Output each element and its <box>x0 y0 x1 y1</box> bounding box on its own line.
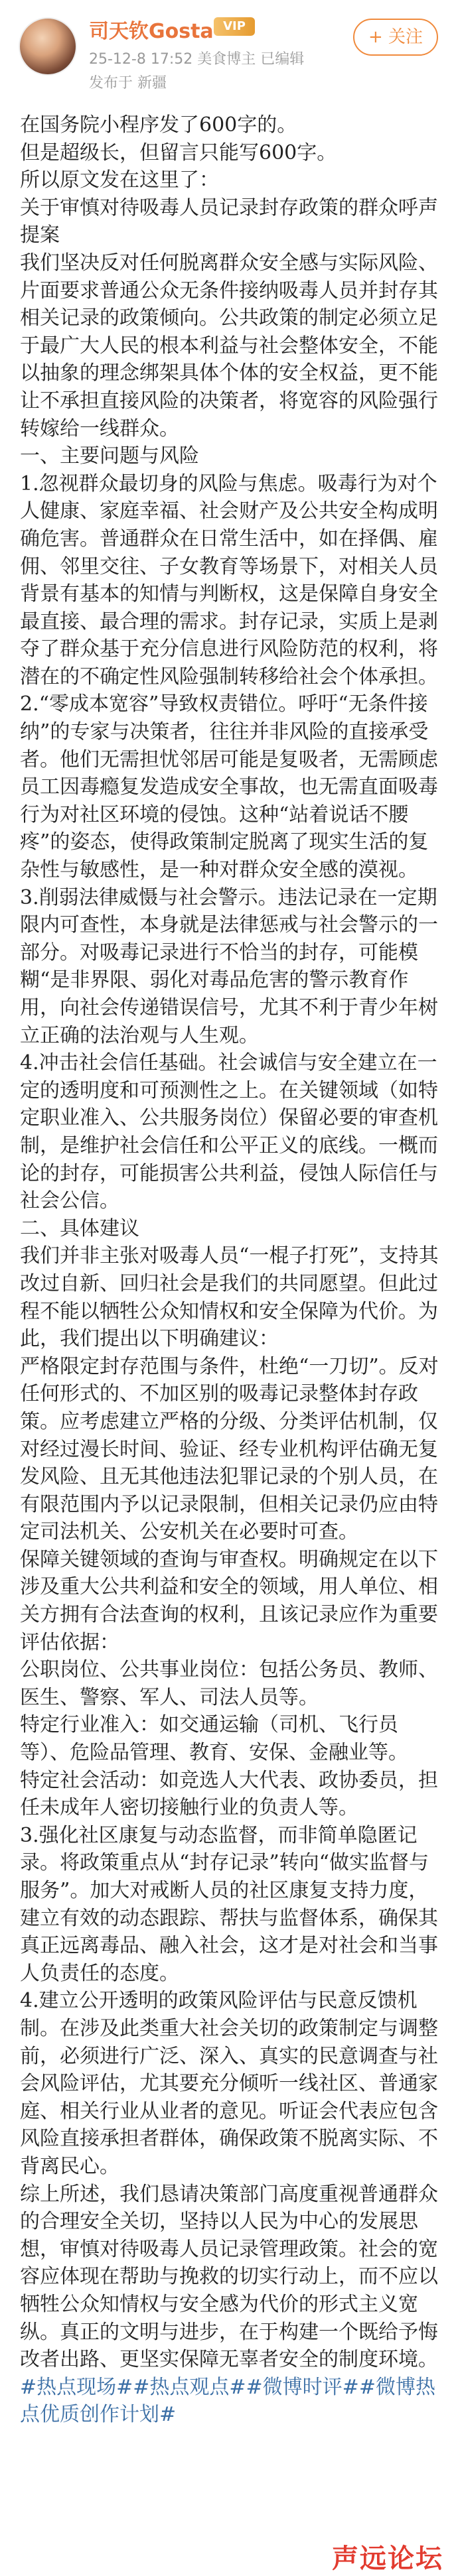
username[interactable]: 司天钦Gosta <box>89 20 214 43</box>
paragraph: 关于审慎对待吸毒人员记录封存政策的群众呼声提案 <box>20 196 438 247</box>
paragraph: 我们并非主张对吸毒人员“一棍子打死”，支持其改过自新、回归社会是我们的共同愿望。但此过程不能以牺牲公众知情权和安全保障为代价。为此，我们提出以下明确建议： <box>20 1244 439 1351</box>
paragraph: 所以原文发在这里了： <box>20 168 219 192</box>
paragraph: 综上所述，我们恳请决策部门高度重视普通群众的合理安全关切，坚持以人民为中心的发展思想，审慎对待吸毒人员记录管理政策。社会的宽容应体现在帮助与挽救的切实行动上，而不应以牺牲公众知情权与安全感为代价的形式主义宽纵。真正的文明与进步，在于构建一个既给予悔改者出路、更坚实保障无辜者安全的制度环境。 <box>20 2182 438 2372</box>
section-heading: 二、具体建议 <box>20 1216 139 1240</box>
post-source: 发布于 新疆 <box>89 75 167 92</box>
paragraph: 但是超级长，但留言只能写600字。 <box>20 141 337 164</box>
section-heading: 一、主要问题与风险 <box>20 444 199 468</box>
hashtag-links[interactable]: #热点现场##热点观点##微博时评##微博热点优质创作计划# <box>20 2375 435 2427</box>
post-meta: 25-12-8 17:52 美食博主 已编辑 <box>89 51 305 68</box>
paragraph: 3.削弱法律威慑与社会警示。违法记录在一定期限内可查性，本身就是法律惩戒与社会警示的一部分。对吸毒记录进行不恰当的封存，可能模糊“是非界限、弱化对毒品危害的警示教育作用，向社会传递错误信号，尤其不利于青少年树立正确的法治观与人生观。 <box>20 885 438 1047</box>
post-body <box>20 111 439 2429</box>
paragraph: 特定社会活动：如竞选人大代表、政协委员，担任未成年人密切接触行业的负责人等。 <box>20 1768 438 1820</box>
paragraph: 特定行业准入：如交通运输（司机、飞行员等）、危险品管理、教育、安保、金融业等。 <box>20 1713 408 1765</box>
paragraph: 2.“零成本宽容”导致权责错位。呼吁“无条件接纳”的专家与决策者，往往并非风险的直接承受者。他们无需担忧邻居可能是复吸者，无需顾虑员工因毒瘾复发造成安全事故，也无需直面吸毒行为对社区环境的侵蚀。这种“站着说话不腰疼”的姿态，使得政策制定脱离了现实生活的复杂性与敏感性，是一种对群众安全感的漠视。 <box>20 692 438 882</box>
paragraph: 保障关键领域的查询与审查权。明确规定在以下涉及重大公共利益和安全的领域，用人单位、相关方拥有合法查询的权利，且该记录应作为重要评估依据： <box>20 1547 438 1654</box>
post-header <box>0 0 458 106</box>
avatar[interactable] <box>19 17 77 76</box>
paragraph: 在国务院小程序发了600字的。 <box>20 113 297 137</box>
paragraph: 公职岗位、公共事业岗位：包括公务员、教师、医生、警察、军人、司法人员等。 <box>20 1658 438 1709</box>
vip-badge: VIP <box>214 17 255 36</box>
follow-button[interactable]: + 关注 <box>353 19 438 56</box>
paragraph: 1.忽视群众最切身的风险与焦虑。吸毒行为对个人健康、家庭幸福、社会财产及公共安全构成明确危害。普通群众在日常生活中，如在择偶、雇佣、邻里交往、子女教育等场景下，对相关人员背景有基本的知情与判断权，这是保障自身安全最直接、最合理的需求。封存记录，实质上是剥夺了群众基于充分信息进行风险防范的权利，将潜在的不确定性风险强制转移给社会个体承担。 <box>20 472 438 688</box>
paragraph: 4.建立公开透明的政策风险评估与民意反馈机制。在涉及此类重大社会关切的政策制定与调整前，必须进行广泛、深入、真实的民意调查与社会风险评估，尤其要充分倾听一线社区、普通家庭、相关行业从业者的意见。听证会代表应包含风险直接承担者群体，确保政策不脱离实际、不背离民心。 <box>20 1989 438 2178</box>
paragraph: 4.冲击社会信任基础。社会诚信与安全建立在一定的透明度和可预测性之上。在关键领域（如特定职业准入、公共服务岗位）保留必要的审查机制，是维护社会信任和公平正义的底线。一概而论的封存，可能损害公共利益，侵蚀人际信任与社会公信。 <box>20 1051 438 1213</box>
watermark-logo: 声远论坛 <box>332 2544 443 2574</box>
paragraph: 我们坚决反对任何脱离群众安全感与实际风险、片面要求普通公众无条件接纳吸毒人员并封存其相关记录的政策倾向。公共政策的制定必须立足于最广大人民的根本利益与社会整体安全，不能以抽象的理念绑架具体个体的安全权益，更不能让不承担直接风险的决策者，将宽容的风险强行转嫁给一线群众。 <box>20 251 438 440</box>
paragraph: 严格限定封存范围与条件，杜绝“一刀切”。反对任何形式的、不加区别的吸毒记录整体封存政策。应考虑建立严格的分级、分类评估机制，仅对经过漫长时间、验证、经专业机构评估确无复发风险、且无其他违法犯罪记录的个别人员，在有限范围内予以记录限制，但相关记录仍应由特定司法机关、公安机关在必要时可查。 <box>20 1354 439 1544</box>
paragraph: 3.强化社区康复与动态监督，而非简单隐匿记录。将政策重点从“封存记录”转向“做实监督与服务”。加大对戒断人员的社区康复支持力度，建立有效的动态跟踪、帮扶与监督体系，确保其真正远离毒品、融入社会，这才是对社会和当事人负责任的态度。 <box>20 1823 438 1985</box>
